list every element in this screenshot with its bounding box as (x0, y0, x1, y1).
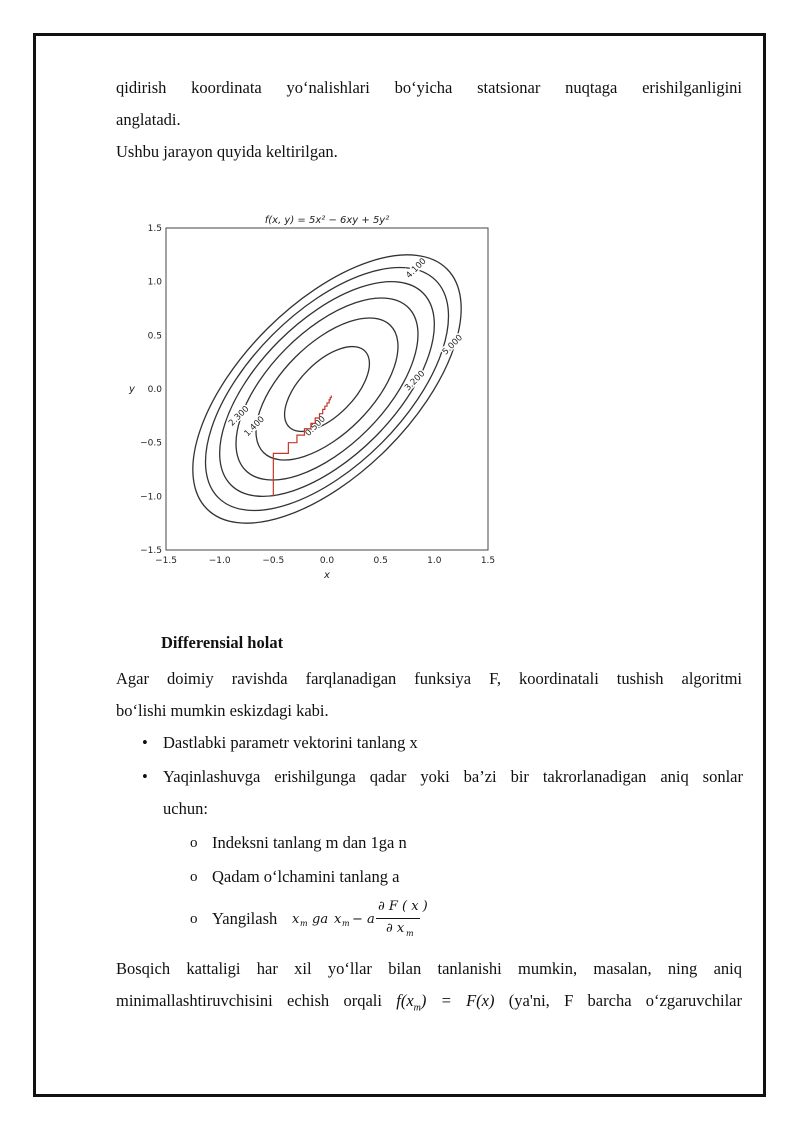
y-tick-label: 0.0 (147, 385, 162, 395)
chart-title: f(x, y) = 5x² − 6xy + 5y² (264, 215, 390, 226)
section-line-1: Agar doimiy ravishda farqlanadigan funksiya F, koordinatali tushish algoritmi (116, 669, 742, 688)
contour-label: 4.100 (404, 256, 429, 281)
contour-line (232, 294, 422, 484)
x-tick-label: 0.5 (373, 556, 388, 566)
sub-item-1: Indeksni tanlang m dan 1ga n (212, 833, 407, 852)
bullet-item-1: Dastlabki parametr vektorini tanlang x (163, 733, 418, 752)
contour-figure (118, 205, 518, 580)
contour-line (183, 245, 471, 533)
plot-area (166, 228, 488, 550)
final-line-2-math2: ) = F(x) (420, 991, 495, 1010)
x-tick-label: 1.0 (427, 556, 442, 566)
formula-numerator: ∂ F ( x ) (378, 899, 428, 914)
x-tick-label: −1.0 (208, 556, 231, 566)
formula-minus-a: − a (352, 912, 375, 927)
final-line-2-sub: m (413, 1002, 421, 1014)
y-axis-label: y (129, 384, 135, 395)
y-tick-label: −1.5 (140, 546, 162, 556)
fraction-bar (376, 918, 420, 919)
bullet-item-2-cont: uchun: (163, 799, 208, 818)
formula-denominator: ∂ x (386, 921, 405, 936)
contour-label: 1.400 (242, 414, 267, 439)
contour-label: 5.000 (440, 333, 466, 358)
formula-rhs-sub: m (342, 919, 350, 928)
sub-bullet-marker: o (190, 911, 198, 927)
section-line-2: bo‘lishi mumkin eskizdagi kabi. (116, 701, 329, 720)
contour-line (164, 226, 490, 552)
contour-line (270, 332, 384, 446)
final-line-1: Bosqich kattaligi har xil yo‘llar bilan tanlanishi mumkin, masalan, ning aniq (116, 959, 742, 978)
sub-bullet-marker: o (190, 869, 198, 885)
intro-line-2: anglatadi. (116, 110, 181, 129)
sub-item-2: Qadam o‘lchamini tanlang a (212, 867, 400, 886)
final-line-2-a: minimallashtiruvchisini echish orqali (116, 991, 397, 1010)
final-line-2 (116, 985, 742, 1024)
bullet-dot: • (142, 733, 148, 752)
x-tick-label: 0.0 (319, 556, 335, 566)
section-paragraph (116, 663, 742, 727)
formula-den-sub: m (406, 929, 414, 938)
intro-line-3: Ushbu jarayon quyida keltirilgan. (116, 142, 338, 161)
final-paragraph (116, 953, 742, 1024)
contour-label: 2.300 (227, 404, 252, 429)
intro-paragraph (116, 72, 742, 168)
final-line-2-math: f(x (396, 991, 414, 1010)
bullet-item-2: Yaqinlashuvga erishilgunga qadar yoki ba’zi bir takrorlanadigan aniq sonlar (163, 767, 743, 786)
x-axis-label: x (324, 570, 330, 581)
y-tick-label: 1.0 (147, 277, 162, 288)
contour-label: 3.200 (403, 369, 428, 394)
sub-bullet-marker: o (190, 835, 198, 851)
intro-line-1: qidirish koordinata yo‘nalishlari bo‘yicha statsionar nuqtaga erishilganligini (116, 78, 742, 97)
y-tick-label: −0.5 (140, 438, 162, 449)
sub-item-3: Yangilash (212, 909, 278, 928)
contour-plot (118, 205, 518, 581)
x-tick-label: −0.5 (262, 556, 285, 566)
formula-lhs-sub: m (300, 919, 308, 928)
bullet-dot: • (142, 767, 148, 786)
final-line-2-b: (ya'ni, F barcha o‘zgaruvchilar (494, 991, 742, 1010)
formula-ga: ga (312, 912, 329, 927)
x-tick-label: −1.5 (155, 556, 177, 566)
y-tick-label: 1.5 (147, 224, 162, 234)
x-tick-label: 1.5 (480, 556, 496, 566)
contour-line (147, 209, 507, 569)
formula-lhs: x (292, 912, 300, 927)
contour-label: 0.500 (303, 414, 328, 439)
y-tick-label: 0.5 (147, 331, 162, 342)
section-heading: Differensial holat (161, 633, 284, 652)
update-formula (292, 897, 452, 945)
formula-rhs: x (334, 912, 342, 927)
descent-path (273, 395, 331, 496)
y-tick-label: −1.0 (140, 492, 162, 503)
